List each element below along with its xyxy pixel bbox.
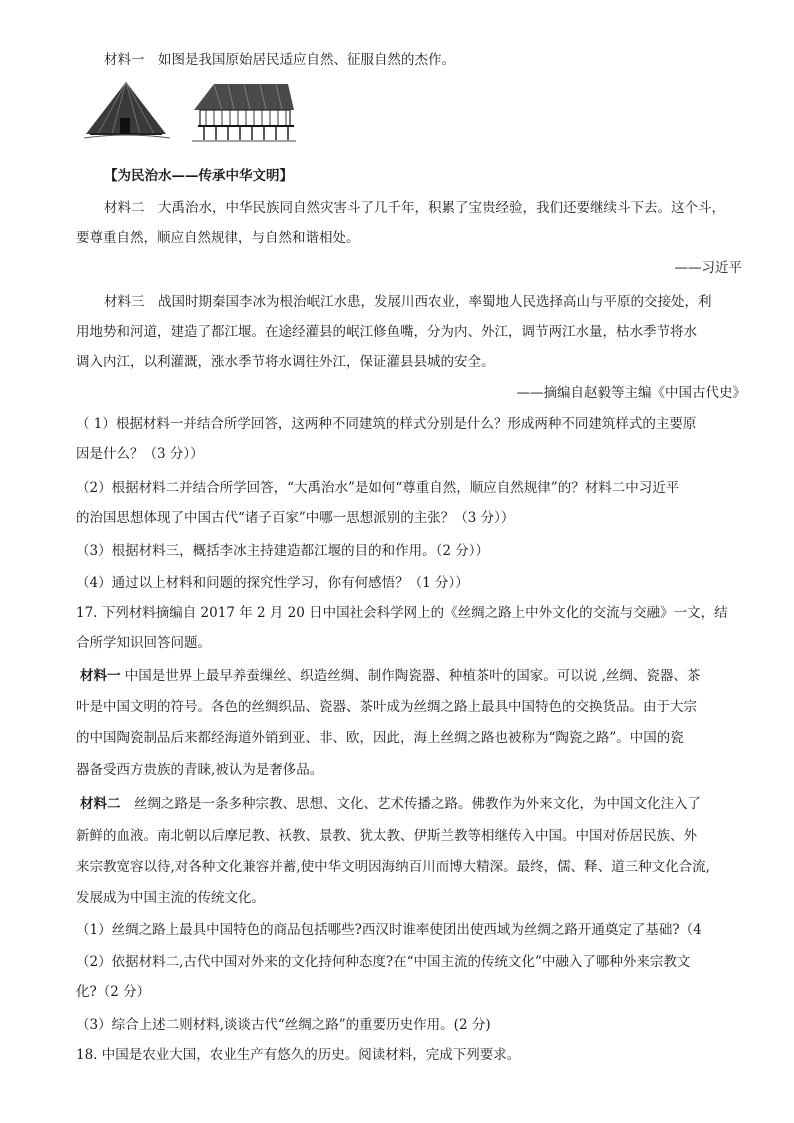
question-1-line-1: （ 1）根据材料一并结合所学回答，这两种不同建筑的样式分别是什么？形成两种不同建筑样式的主要原	[76, 416, 697, 432]
question-17-intro-line-1: 17. 下列材料摘编自 2017 年 2 月 20 日中国社会科学网上的《丝绸之路上中外文化的交流与交融》一文，结	[76, 605, 728, 621]
q17-material-1-line-2: 叶是中国文明的符号。各色的丝绸织品、瓷器、茶叶成为丝绸之路上最具中国特色的交换货品。由于大宗	[76, 699, 697, 715]
q17-question-1: （1）丝绸之路上最具中国特色的商品包括哪些?西汉时谁率使团出使西域为丝绸之路开通奠定了基础?（4	[76, 922, 702, 938]
question-1-line-2: 因是什么？（3 分））	[76, 446, 204, 462]
q17-material-2-line-2: 新鲜的血液。南北朝以后摩尼教、袄教、景教、犹太教、伊斯兰教等相继传入中国。中国对侨居民族、外	[76, 828, 697, 844]
banpo-hut-illustration	[80, 78, 172, 146]
hemudu-stilt-house-illustration	[188, 80, 298, 146]
material-1-line: 材料一 如图是我国原始居民适应自然、征服自然的杰作。	[104, 52, 455, 68]
question-17-intro-line-2: 合所学知识回答问题。	[76, 635, 211, 651]
material-2-source: ——习近平	[674, 260, 742, 276]
material-3-line-2: 用地势和河道，建造了都江堰。在途经灌县的岷江修鱼嘴，分为内、外江，调节两江水量，枯水季节将水	[76, 324, 697, 340]
material-3-source: ——摘编自赵毅等主编《中国古代史》	[516, 385, 746, 401]
question-2-line-1: （2）根据材料二并结合所学回答，“大禹治水”是如何“尊重自然，顺应自然规律”的？材料二中习近平	[76, 480, 680, 496]
question-4: （4）通过以上材料和问题的探究性学习，你有何感悟？（1 分））	[76, 575, 469, 591]
q17-material-2-line-4: 发展成为中国主流的传统文化。	[76, 890, 265, 906]
q17-material-1-line-1	[80, 666, 700, 686]
q17-material-2-text: 丝绸之路是一条多种宗教、思想、文化、艺术传播之路。佛教作为外来文化，为中国文化注入了	[120, 796, 701, 812]
section-title: 【为民治水——传承中华文明】	[104, 168, 293, 184]
q17-material-1-line-3: 的中国陶瓷制品后来都经海道外销到亚、非、欧，因此，海上丝绸之路也被称为“陶瓷之路”。中国的瓷	[76, 730, 684, 746]
q17-material-1-line-4: 器备受西方贵族的青睐,被认为是奢侈品。	[76, 762, 324, 778]
material-3-line-1: 材料三 战国时期秦国李冰为根治岷江水患，发展川西农业，率蜀地人民选择高山与平原的交接处，利	[104, 294, 712, 310]
q17-material-1-label: 材料一	[80, 668, 121, 684]
q17-material-2-label: 材料二	[80, 796, 121, 812]
q17-material-2-line-3: 来宗教宽容以待,对各种文化兼容并蓄,使中华文明因海纳百川而博大精深。最终，儒、释、道三种文化合流,	[76, 859, 710, 875]
question-2-line-2: 的治国思想体现了中国古代“诸子百家”中哪一思想派别的主张？（3 分））	[76, 510, 515, 526]
q17-material-2-line-1	[80, 794, 701, 814]
q17-question-2-line-1: （2）依据材料二,古代中国对外来的文化持何种态度?在“中国主流的传统文化”中融入了哪种外来宗教文	[76, 954, 691, 970]
material-2-line-1: 材料二 大禹治水，中华民族同自然灾害斗了几千年，积累了宝贵经验，我们还要继续斗下去。这个斗，	[104, 200, 725, 216]
question-18-intro: 18. 中国是农业大国，农业生产有悠久的历史。阅读材料，完成下列要求。	[76, 1047, 521, 1063]
q17-material-1-text: 中国是世界上最早养蚕缫丝、织造丝绸、制作陶瓷器、种植茶叶的国家。可以说 ,丝绸、瓷器、茶	[120, 668, 701, 684]
material-2-line-2: 要尊重自然，顺应自然规律，与自然和谐相处。	[76, 230, 360, 246]
material-3-line-3: 调入内江，以利灌溉，涨水季节将水调往外江，保证灌县县城的安全。	[76, 354, 495, 370]
q17-question-2-line-2: 化?（2 分）	[76, 984, 151, 1000]
q17-question-3: （3）综合上述二则材料,谈谈古代“丝绸之路”的重要历史作用。(2 分)	[76, 1017, 491, 1033]
question-3: （3）根据材料三，概括李冰主持建造都江堰的目的和作用。（2 分））	[76, 543, 489, 559]
